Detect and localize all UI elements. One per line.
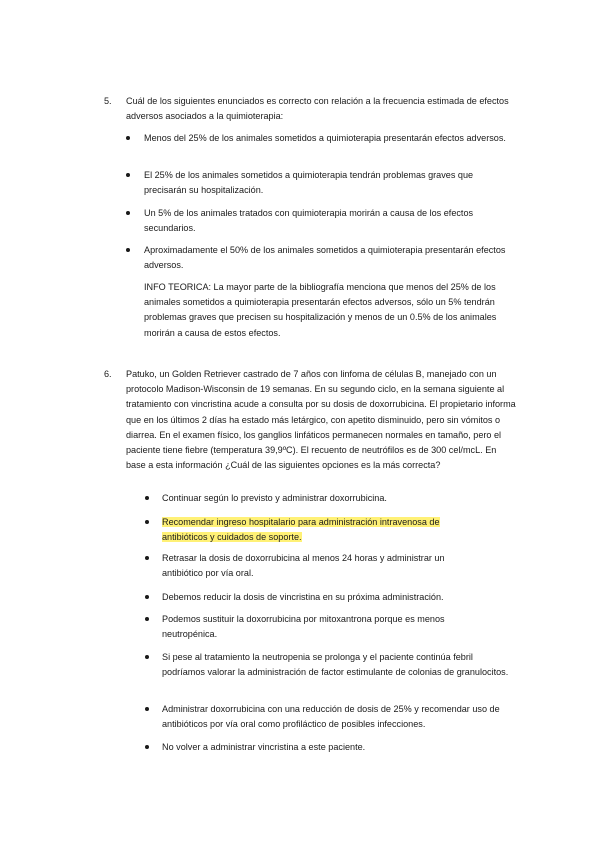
q6-option-8 bbox=[145, 740, 505, 755]
option-text-highlighted: Recomendar ingreso hospitalario para administración intravenosa de antibióticos y cuidados de soporte. bbox=[162, 517, 440, 543]
question-text: Cuál de los siguientes enunciados es correcto con relación a la frecuencia estimada de efectos adversos asociados a la quimioterapia: bbox=[126, 96, 509, 122]
question-number: 5. bbox=[104, 96, 112, 106]
bullet-icon bbox=[126, 136, 130, 140]
question-6 bbox=[104, 367, 518, 473]
bullet-icon bbox=[145, 556, 149, 560]
option-text: Si pese al tratamiento la neutropenia se prolonga y el paciente continúa febril podríamos valorar la administración de factor estimulante de colonias de granulocitos. bbox=[162, 652, 509, 678]
option-text: Debemos reducir la dosis de vincristina en su próxima administración. bbox=[162, 592, 444, 602]
question-number: 6. bbox=[104, 369, 112, 379]
option-text: Menos del 25% de los animales sometidos a quimioterapia presentarán efectos adversos. bbox=[144, 133, 506, 143]
option-text: Administrar doxorrubicina con una reducción de dosis de 25% y recomendar uso de antibióticos por vía oral como profiláctico de posibles infecciones. bbox=[162, 704, 500, 730]
q6-option-1 bbox=[145, 491, 505, 506]
bullet-icon bbox=[145, 707, 149, 711]
question-5 bbox=[104, 94, 518, 124]
q6-option-4 bbox=[145, 590, 505, 605]
bullet-icon bbox=[145, 520, 149, 524]
bullet-icon bbox=[145, 496, 149, 500]
q5-option-1 bbox=[126, 131, 516, 146]
q6-option-3 bbox=[145, 551, 485, 581]
bullet-icon bbox=[145, 745, 149, 749]
q6-option-7 bbox=[145, 702, 515, 732]
q6-option-6 bbox=[145, 650, 515, 680]
option-text: Retrasar la dosis de doxorrubicina al menos 24 horas y administrar un antibiótico por vía oral. bbox=[162, 553, 445, 579]
option-text: No volver a administrar vincristina a este paciente. bbox=[162, 742, 366, 752]
bullet-icon bbox=[126, 248, 130, 252]
option-text: Podemos sustituir la doxorrubicina por mitoxantrona porque es menos neutropénica. bbox=[162, 614, 445, 640]
q5-option-3 bbox=[126, 206, 516, 236]
bullet-icon bbox=[126, 211, 130, 215]
info-teorica: INFO TEORICA: La mayor parte de la bibliografía menciona que menos del 25% de los animales sometidos a quimioterapia presentarán efectos adversos, sólo un 5% tendrán problemas graves que precisen su hospitalización y menos de un 0.5% de los animales morirán a causa de estos efectos. bbox=[144, 282, 497, 338]
q5-option-4 bbox=[126, 243, 516, 273]
bullet-icon bbox=[126, 173, 130, 177]
question-text: Patuko, un Golden Retriever castrado de 7 años con linfoma de células B, manejado con un protocolo Madison-Wisconsin de 19 semanas. En su segundo ciclo, en la semana siguiente al tratamiento con vincristina acude a consulta por su dosis de doxorrubicina. El propietario informa que en los últimos 2 días ha estado más letárgico, con apetito disminuido, pero sin vómitos o diarrea. En el examen físico, los ganglios linfáticos permanecen normales en tamaño, pero el paciente tiene fiebre (temperatura 39,9ºC). El recuento de neutrófilos es de 300 cel/mcL. En base a esta información ¿Cuál de las siguientes opciones es la más correcta? bbox=[126, 369, 516, 471]
option-text: Un 5% de los animales tratados con quimioterapia morirán a causa de los efectos secundarios. bbox=[144, 208, 474, 234]
bullet-icon bbox=[145, 595, 149, 599]
q6-option-2 bbox=[145, 515, 475, 545]
q5-option-2 bbox=[126, 168, 516, 198]
bullet-icon bbox=[145, 617, 149, 621]
option-text: Continuar según lo previsto y administrar doxorrubicina. bbox=[162, 493, 387, 503]
option-text: El 25% de los animales sometidos a quimioterapia tendrán problemas graves que precisarán su hospitalización. bbox=[144, 170, 474, 196]
bullet-icon bbox=[145, 655, 149, 659]
option-text: Aproximadamente el 50% de los animales sometidos a quimioterapia presentarán efectos adversos. bbox=[144, 245, 506, 271]
q6-option-5 bbox=[145, 612, 475, 642]
